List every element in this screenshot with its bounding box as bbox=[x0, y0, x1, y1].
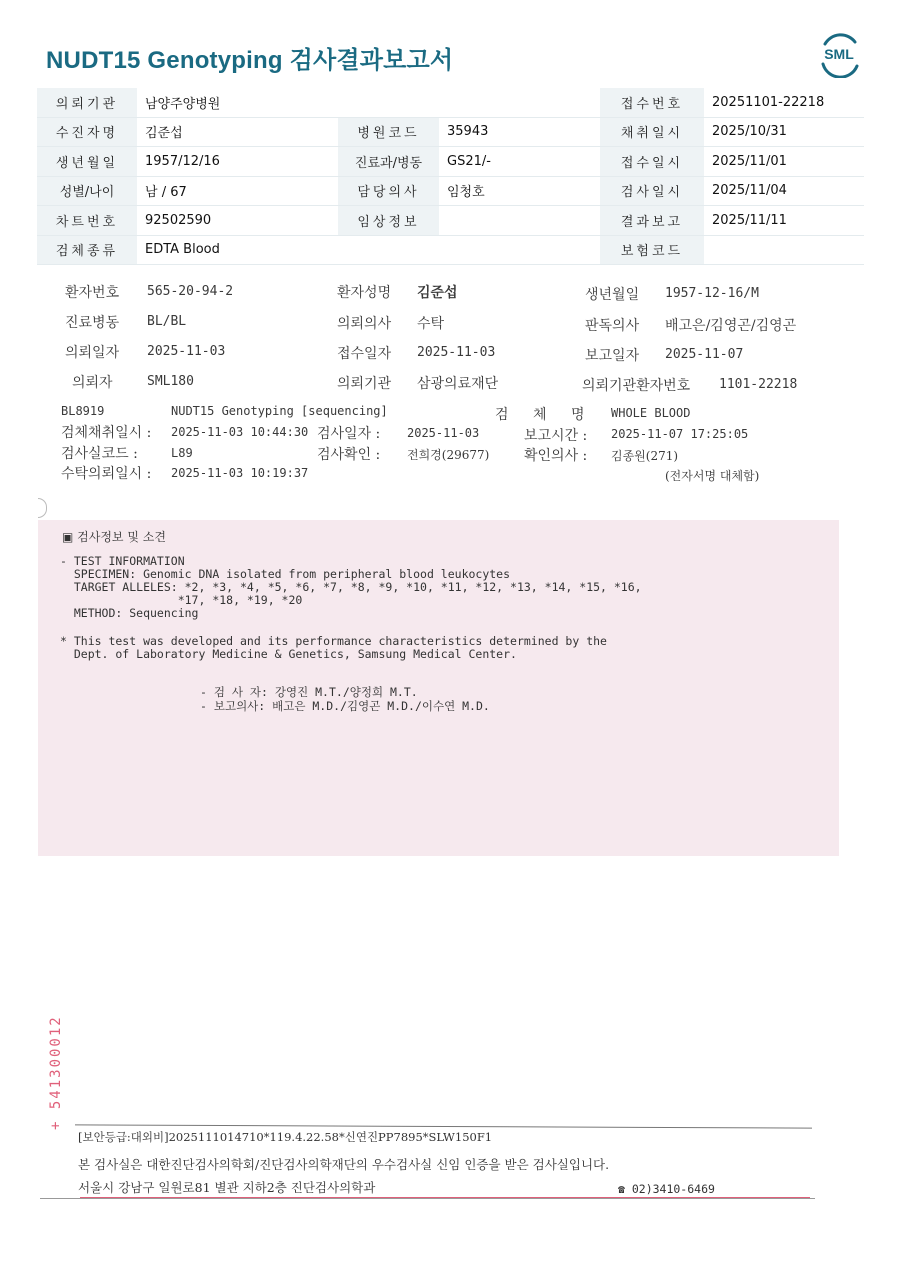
report-title: NUDT15 Genotyping 검사결과보고서 bbox=[46, 47, 454, 74]
patient-no: 565-20-94-2 bbox=[147, 284, 234, 299]
findings-line: *17, *18, *19, *20 bbox=[60, 593, 303, 607]
info-label: 결과보고 bbox=[600, 206, 704, 236]
esign-note: (전자서명 대체함) bbox=[665, 469, 760, 483]
requester: SML180 bbox=[147, 374, 194, 389]
info-label: 담당의사 bbox=[338, 176, 439, 206]
report-time-label: 보고시간 : bbox=[524, 428, 588, 444]
dept: BL/BL bbox=[147, 314, 187, 329]
confirm: 전희경(29677) bbox=[407, 448, 490, 462]
info-label: 검체종류 bbox=[37, 235, 137, 265]
scanned-report bbox=[0, 270, 900, 1271]
requester-label: 의뢰자 bbox=[72, 375, 113, 391]
reader: 배고은/김영곤/김영곤 bbox=[665, 318, 797, 334]
report-time: 2025-11-07 17:25:05 bbox=[611, 427, 749, 441]
patient-name-label: 환자성명 bbox=[337, 285, 392, 301]
info-row bbox=[37, 117, 864, 147]
info-value bbox=[439, 235, 600, 265]
info-row bbox=[37, 176, 864, 206]
note-line: Dept. of Laboratory Medicine & Genetics, Samsung Medical Center. bbox=[60, 647, 517, 661]
confirm-label: 검사확인 : bbox=[317, 447, 381, 463]
req-inst-label: 의뢰기관 bbox=[337, 376, 392, 392]
test-date-label: 검사일자 : bbox=[317, 426, 381, 442]
footer-bottom-line bbox=[40, 1198, 815, 1199]
info-label: 채취일시 bbox=[600, 117, 704, 147]
phone-number: ☎ 02)3410-6469 bbox=[618, 1182, 715, 1196]
collect-label: 검체채취일시 : bbox=[61, 425, 152, 441]
info-value: 1957/12/16 bbox=[137, 147, 338, 177]
patient-name: 김준섭 bbox=[417, 285, 458, 301]
info-label: 접수일시 bbox=[600, 147, 704, 177]
findings-line: SPECIMEN: Genomic DNA isolated from peripheral blood leukocytes bbox=[60, 567, 511, 581]
info-value: 92502590 bbox=[137, 206, 338, 236]
test-name: NUDT15 Genotyping [sequencing] bbox=[171, 404, 388, 418]
logo-text: SML bbox=[824, 46, 854, 62]
findings-line: - TEST INFORMATION bbox=[60, 554, 185, 568]
address-line: 서울시 강남구 일원로81 별관 지하2층 진단검사의학과 bbox=[78, 1180, 376, 1195]
info-label: 임상정보 bbox=[338, 206, 439, 236]
inst-patient-label: 의뢰기관환자번호 bbox=[582, 378, 691, 394]
info-label: 차트번호 bbox=[37, 206, 137, 236]
outsource: 2025-11-03 10:19:37 bbox=[171, 466, 309, 480]
info-value: 2025/11/04 bbox=[704, 176, 864, 206]
footer-accent-line bbox=[80, 1197, 810, 1198]
report-date: 2025-11-07 bbox=[665, 347, 744, 362]
info-label: 보험코드 bbox=[600, 235, 704, 265]
note-line: * This test was developed and its performance characteristics determined by the bbox=[60, 634, 607, 648]
info-value: 20251101-22218 bbox=[704, 88, 864, 117]
report-date-label: 보고일자 bbox=[585, 348, 640, 364]
info-row bbox=[37, 147, 864, 177]
collect: 2025-11-03 10:44:30 bbox=[171, 425, 309, 439]
security-line: [보안등급:대외비]2025111014710*119.4.22.58*신연진PP7895*SLW150F1 bbox=[78, 1130, 493, 1144]
info-label: 검사일시 bbox=[600, 176, 704, 206]
patient-info-table bbox=[37, 88, 864, 265]
findings-line: TARGET ALLELES: *2, *3, *4, *5, *6, *7, *8, *9, *10, *11, *12, *13, *14, *15, *16, bbox=[60, 580, 642, 594]
info-label bbox=[338, 235, 439, 265]
info-label: 생년월일 bbox=[37, 147, 137, 177]
info-label: 성별/나이 bbox=[37, 176, 137, 206]
info-value: 임청호 bbox=[439, 176, 600, 206]
info-value: 2025/11/01 bbox=[704, 147, 864, 177]
req-inst: 삼광의료재단 bbox=[417, 376, 499, 392]
patient-no-label: 환자번호 bbox=[65, 285, 120, 301]
doctor-label: 의뢰의사 bbox=[337, 316, 392, 332]
info-value: 35943 bbox=[439, 117, 600, 147]
info-label: 병원코드 bbox=[338, 117, 439, 147]
info-value bbox=[704, 235, 864, 265]
info-label: 수진자명 bbox=[37, 117, 137, 147]
info-row bbox=[37, 88, 864, 117]
test-code: BL8919 bbox=[61, 404, 105, 418]
outsource-label: 수탁의뢰일시 : bbox=[61, 466, 152, 482]
info-value: 2025/10/31 bbox=[704, 117, 864, 147]
info-row bbox=[37, 235, 864, 265]
info-value: 남양주양병원 bbox=[137, 88, 338, 117]
info-row bbox=[37, 206, 864, 236]
recv-date: 2025-11-03 bbox=[417, 345, 496, 360]
birth-label: 생년월일 bbox=[585, 287, 640, 303]
sign-line: - 검 사 자: 강영진 M.T./양정희 M.T. bbox=[200, 685, 418, 699]
confirm-doc: 김종원(271) bbox=[611, 449, 679, 463]
cert-line: 본 검사실은 대한진단검사의학회/진단검사의학재단의 우수검사실 신임 인증을 받은 검사실입니다. bbox=[78, 1157, 610, 1172]
info-value: EDTA Blood bbox=[137, 235, 338, 265]
test-date: 2025-11-03 bbox=[407, 426, 480, 440]
recv-date-label: 접수일자 bbox=[337, 346, 392, 362]
info-label: 접수번호 bbox=[600, 88, 704, 117]
info-value: 2025/11/11 bbox=[704, 206, 864, 236]
findings-panel bbox=[38, 520, 839, 856]
findings-heading: ▣ 검사정보 및 소견 bbox=[62, 530, 166, 544]
doctor: 수탁 bbox=[417, 316, 445, 332]
sml-logo bbox=[815, 30, 863, 78]
info-value bbox=[439, 88, 600, 117]
birth: 1957-12-16/M bbox=[665, 286, 759, 301]
req-date: 2025-11-03 bbox=[147, 344, 226, 359]
reader-label: 판독의사 bbox=[585, 318, 640, 334]
findings-line: METHOD: Sequencing bbox=[60, 606, 199, 620]
inst-patient: 1101-22218 bbox=[719, 377, 798, 392]
dept-label: 진료병동 bbox=[65, 315, 120, 331]
side-serial: + 541300012 bbox=[48, 1015, 64, 1130]
confirm-doc-label: 확인의사 : bbox=[524, 448, 588, 464]
punch-hole bbox=[38, 498, 47, 518]
lab-code: L89 bbox=[171, 446, 193, 460]
info-label: 진료과/병동 bbox=[338, 147, 439, 177]
info-label: 의뢰기관 bbox=[37, 88, 137, 117]
sign-line: - 보고의사: 배고은 M.D./김영곤 M.D./이수연 M.D. bbox=[200, 699, 490, 713]
specimen-label: 검 체 명 bbox=[495, 407, 595, 423]
lab-code-label: 검사실코드 : bbox=[61, 446, 138, 462]
specimen: WHOLE BLOOD bbox=[611, 406, 691, 420]
info-value bbox=[439, 206, 600, 236]
info-value: 김준섭 bbox=[137, 117, 338, 147]
info-value: 남 / 67 bbox=[137, 176, 338, 206]
info-label bbox=[338, 88, 439, 117]
req-date-label: 의뢰일자 bbox=[65, 345, 120, 361]
footer-line bbox=[75, 1124, 812, 1128]
info-value: GS21/- bbox=[439, 147, 600, 177]
